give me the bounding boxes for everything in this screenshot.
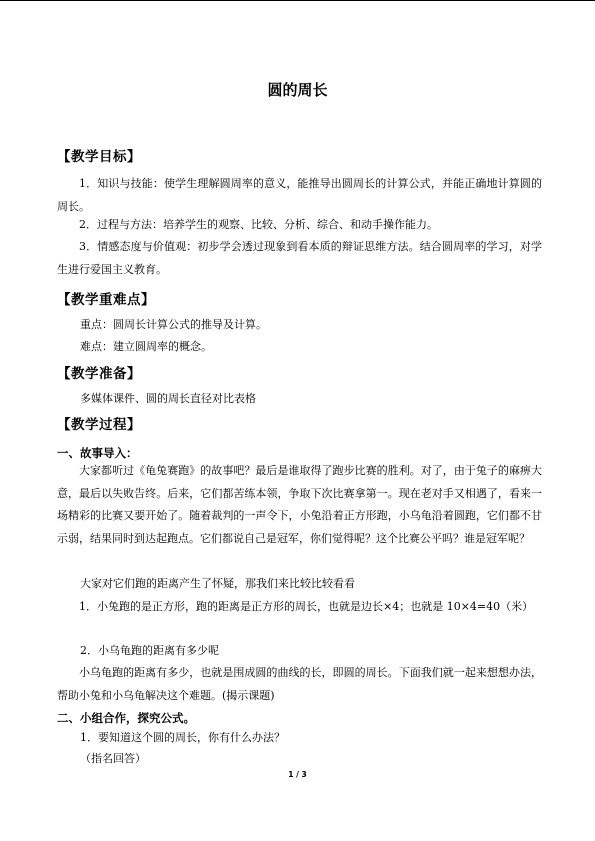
- doubt-line: 大家对它们跑的距离产生了怀疑，那我们来比较比较看看: [80, 577, 355, 590]
- process-heading: 【教学过程】: [57, 417, 141, 433]
- page-number: 1 / 3: [288, 770, 307, 779]
- key-point-text: 重点：圆周长计算公式的推导及计算。: [80, 318, 267, 331]
- turtle-paragraph: 小乌龟跑的距离有多少，也就是围成圆的曲线的长，即圆的周长。下面我们就一起来想想办法，帮助小兔和小乌龟解决这个难题。(揭示课题): [57, 666, 542, 702]
- story-paragraph: 大家都听过《龟兔赛跑》的故事吧？最后是谁取得了跑步比赛的胜利。对了，由于兔子的麻痹大意，最后以失败告终。后来，它们都苦练本领，争取下次比赛拿第一。现在老对手又相遇了，看来一场精彩的比赛又要开始了。随着裁判的一声令下，小兔沿着正方形跑，小乌龟沿着圆跑，它们都不甘示弱，结果同时到达起跑点。它们都说自己是冠军，你们觉得呢？这个比赛公平吗？谁是冠军呢？: [57, 464, 542, 545]
- goals-heading: 【教学目标】: [57, 149, 141, 165]
- goal-3-text: 3．情感态度与价值观：初步学会透过现象到看本质的辩证思维方法。结合圆周率的学习，对学生进行爱国主义教育。: [57, 240, 542, 276]
- document-title: 圆的周长: [267, 81, 328, 99]
- item-1-text: 1．小兔跑的是正方形，跑的距离是正方形的周长，也就是边长×4；也就是 10×4=40（米）: [79, 600, 534, 613]
- answer-note-text: （指名回答）: [80, 752, 146, 765]
- question-1-text: 1．要知道这个圆的周长，你有什么办法？: [80, 731, 285, 744]
- goal-2-text: 2．过程与方法：培养学生的观察、比较、分析、综合、和动手操作能力。: [79, 218, 438, 231]
- part-1-heading: 一、故事导入：: [57, 446, 138, 460]
- key-points-heading: 【教学重难点】: [57, 292, 155, 308]
- difficult-point-text: 难点：建立圆周率的概念。: [80, 340, 212, 353]
- preparation-text: 多媒体课件、圆的周长直径对比表格: [80, 392, 256, 405]
- item-2-text: 2．小乌龟跑的距离有多少呢: [80, 644, 219, 657]
- preparation-heading: 【教学准备】: [57, 366, 141, 382]
- goal-1-text: 1．知识与技能：使学生理解圆周率的意义，能推导出圆周长的计算公式，并能正确地计算圆的周长。: [57, 177, 542, 213]
- part-2-heading: 二、小组合作，探究公式。: [57, 711, 195, 725]
